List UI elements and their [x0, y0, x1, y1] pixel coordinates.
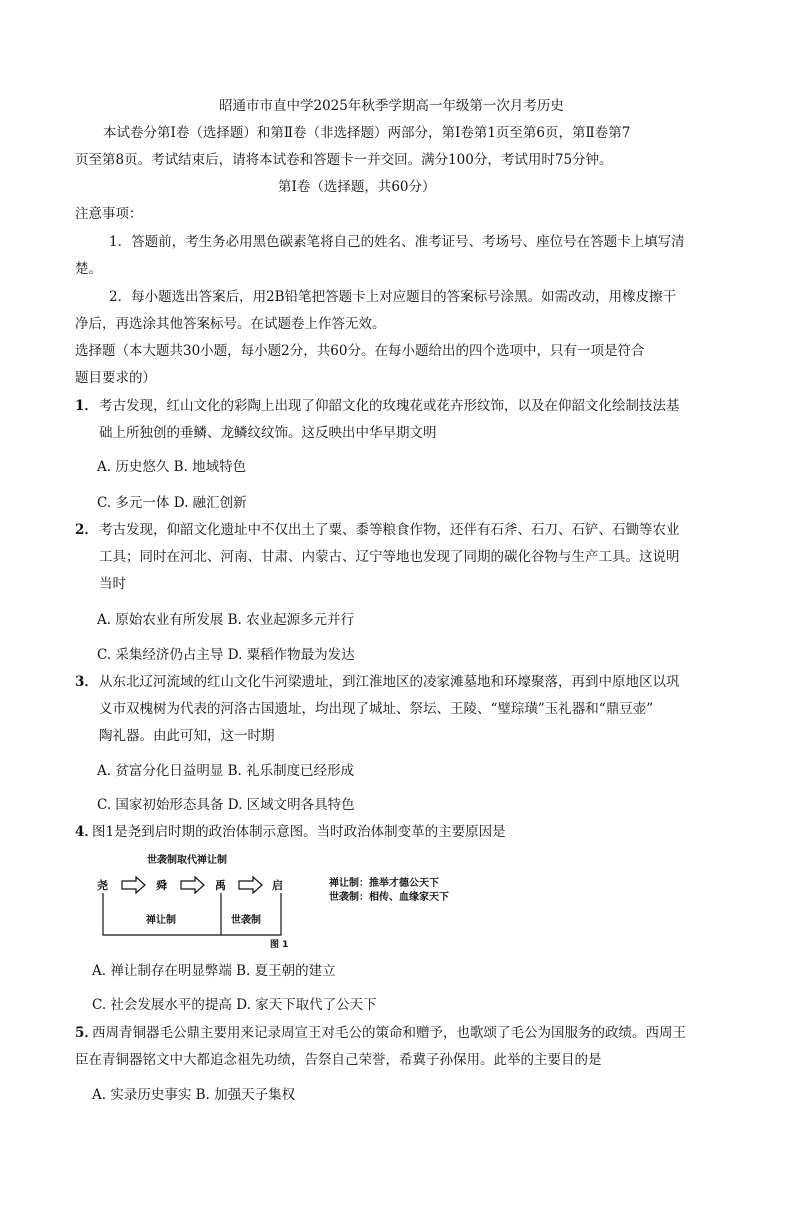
arrow-icon: [239, 877, 262, 893]
options-c-d: C. 国家初始形态具备 D. 区域文明各具特色: [97, 797, 355, 813]
arrow-icon: [181, 877, 204, 893]
arrow-icon: [122, 877, 145, 893]
section-title: 第Ⅰ卷（选择题，共60分）: [278, 179, 436, 195]
question-text-line: 考古发现，仰韶文化遗址中不仅出土了粟、黍等粮食作物，还伴有石斧、石刀、石铲、石锄等农业: [99, 522, 680, 538]
question-text-line: 工具；同时在河北、河南、甘肃、内蒙古、辽宁等地也发现了同期的碳化谷物与生产工具。这说明: [99, 549, 680, 565]
question-number: 3．: [75, 674, 98, 690]
figure-node-shun: 舜: [156, 879, 167, 892]
question-number: 5．: [75, 1025, 98, 1041]
options-a-b: A. 贫富分化日益明显 B. 礼乐制度已经形成: [97, 763, 355, 779]
question-number: 2．: [75, 522, 98, 538]
question-4-options-c-d: C. 社会发展水平的提高 D. 家天下取代了公天下: [92, 997, 377, 1013]
figure-top-label: 世袭制取代禅让制: [147, 855, 227, 866]
question-text-line: 臣在青铜器铭文中大都追念祖先功绩，告祭自己荣誉，希冀子孙保用。此举的主要目的是: [75, 1052, 602, 1068]
bracket-label-shanrang: 禅让制: [146, 915, 176, 926]
intro-text-line-1: 本试卷分第Ⅰ卷（选择题）和第Ⅱ卷（非选择题）两部分，第Ⅰ卷第1页至第6页，第Ⅱ卷第7: [103, 125, 631, 141]
question-text-line: 当时: [99, 576, 126, 592]
notice-heading: 注意事项：: [75, 206, 143, 222]
options-a-b: A. 历史悠久 B. 地域特色: [97, 459, 247, 475]
intro-text-line-2: 页至第8页。考试结束后，请将本试卷和答题卡一并交回。满分100分，考试用时75分钟。: [75, 152, 613, 168]
question-text-line: 图1是尧到启时期的政治体制示意图。当时政治体制变革的主要原因是: [92, 824, 506, 840]
question-text-line: 西周青铜器毛公鼎主要用来记录周宣王对毛公的策命和赠予，也歌颂了毛公为国服务的政绩。西周王: [92, 1025, 686, 1041]
page-title: 昭通市市直中学2025年秋季学期高一年级第一次月考历史: [219, 98, 564, 114]
figure-legend-line-1: 禅让制：推举才德公天下: [329, 878, 439, 889]
figure-node-yao: 尧: [97, 879, 108, 892]
bracket-label-shixi: 世袭制: [231, 915, 261, 926]
notice-item-2-line-1: 2．每小题选出答案后，用2B铅笔把答题卡上对应题目的答案标号涂黑。如需改动，用橡皮擦干: [109, 289, 677, 305]
question-text-line: 陶礼器。由此可知，这一时期: [99, 728, 275, 744]
figure-node-yu: 禹: [215, 879, 226, 892]
instructions-line-1: 选择题（本大题共30小题，每小题2分，共60分。在每小题给出的四个选项中，只有一项是符合: [75, 343, 645, 359]
question-text-line: 义市双槐树为代表的河洛古国遗址，均出现了城址、祭坛、王陵、“璧琮璜”玉礼器和“鼎豆壶”: [99, 701, 654, 717]
figure-legend-line-2: 世袭制：相传、血缘家天下: [329, 892, 449, 903]
figure-node-qi: 启: [272, 879, 283, 892]
notice-item-1-line-1: 1．答题前，考生务必用黑色碳素笔将自己的姓名、准考证号、考场号、座位号在答题卡上填写清: [109, 234, 685, 250]
options-c-d: C. 采集经济仍占主导 D. 粟稻作物最为发达: [97, 647, 355, 663]
question-4-options-a-b: A. 禅让制存在明显弊端 B. 夏王朝的建立: [92, 963, 336, 979]
question-text-line: 础上所独创的垂鳞、龙鳞纹纹饰。这反映出中华早期文明: [99, 425, 437, 441]
notice-item-2-line-2: 净后，再选涂其他答案标号。在试题卷上作答无效。: [75, 316, 386, 332]
options-a-b: A. 原始农业有所发展 B. 农业起源多元并行: [97, 612, 355, 628]
figure-caption: 图 1: [270, 940, 289, 950]
question-text-line: 考古发现，红山文化的彩陶上出现了仰韶文化的玫瑰花或花卉形纹饰，以及在仰韶文化绘制技法基: [99, 398, 680, 414]
options-a-b: A. 实录历史事实 B. 加强天子集权: [92, 1087, 296, 1103]
notice-item-1-line-2: 楚。: [75, 261, 102, 277]
instructions-line-2: 题目要求的）: [75, 370, 156, 386]
question-text-line: 从东北辽河流域的红山文化牛河梁遗址，到江淮地区的凌家滩墓地和环壕聚落，再到中原地区以巩: [99, 674, 680, 690]
question-number: 4．: [75, 824, 98, 840]
options-c-d: C. 多元一体 D. 融汇创新: [97, 495, 247, 511]
question-number: 1．: [75, 398, 98, 414]
